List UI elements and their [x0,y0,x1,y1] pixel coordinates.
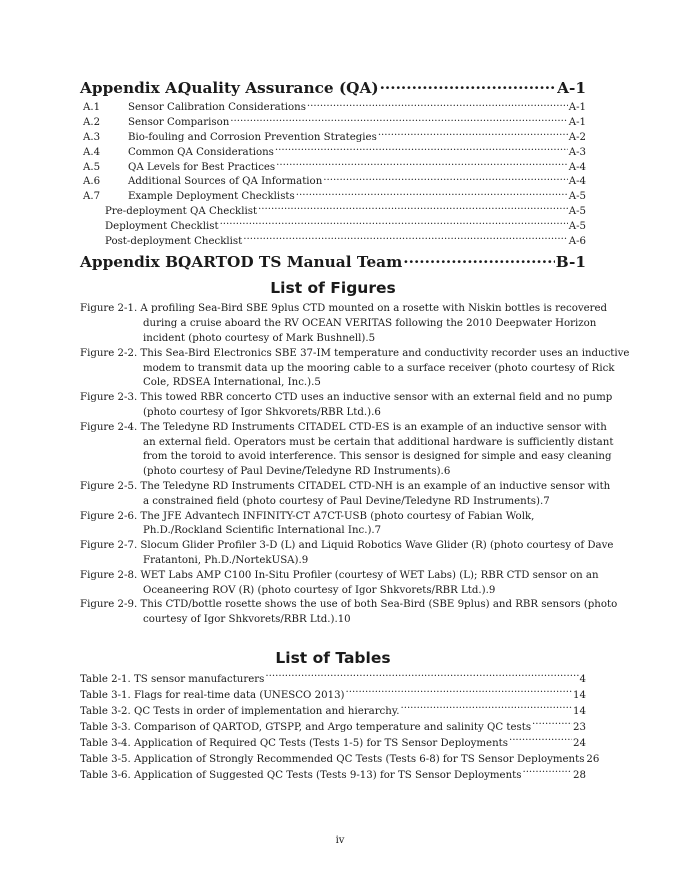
toc-checklist-entry[interactable] [80,219,586,234]
figure-caption-last-line [80,332,586,347]
section-number: A.2 [83,117,101,129]
table-page: 14 [573,706,586,718]
toc-section-entry[interactable] [80,145,586,160]
figure-page: 5 [368,333,376,344]
toc-section-entry[interactable] [80,115,586,130]
figure-caption-last-line [80,376,586,391]
section-number: A.1 [83,102,101,114]
figure-caption-line: Figure 2-4. The Teledyne RD Instruments CITADEL CTD-ES is an example of an inductive sensor with [80,421,607,433]
section-page: A-1 [568,102,586,114]
section-title: Bio-fouling and Corrosion Prevention Strategies [128,132,377,144]
figure-page: 9 [301,554,309,566]
figure-caption-last-line [80,406,586,421]
figure-entry[interactable] [80,347,630,391]
checklist-page: A-5 [568,205,586,217]
section-page: A-2 [568,132,586,144]
figure-page: 7 [543,495,550,507]
figure-caption-last-line [80,495,586,510]
table-entry[interactable] [80,768,586,784]
table-title: Table 2-1. TS sensor manufacturers [80,674,265,686]
figure-page: 9 [488,584,496,596]
section-title: Additional Sources of QA Information [128,176,323,188]
figures-list [80,302,630,628]
figure-entry[interactable] [80,302,608,346]
toc-page [80,78,630,784]
figure-caption-line: Figure 2-1. A profiling Sea-Bird SBE 9plus CTD mounted on a rosette with Niskin bottles is recovered [80,303,608,315]
figure-page: 6 [374,406,381,418]
section-page: A-4 [568,176,586,188]
figure-caption-last-line [80,465,586,480]
list-of-figures-heading: List of Figures [270,279,396,298]
section-number: A.5 [83,161,101,173]
section-title: Common QA Considerations [128,146,274,158]
table-title: Table 3-4. Application of Required QC Tests (Tests 1-5) for TS Sensor Deployments [80,738,508,750]
figure-caption-text: courtesy of Igor Shkvorets/RBR Ltd.). [143,614,338,626]
figure-caption-text: Cole, RDSEA International, Inc.). [143,377,315,389]
appendix-b-title: QARTOD TS Manual Team [178,253,403,272]
figure-caption-line: Figure 2-8. WET Labs AMP C100 In-Situ Profiler (courtesy of WET Labs) (L); RBR CTD sensor on an [80,569,599,581]
appendix-a-entry[interactable] [80,78,586,97]
section-page: A-4 [568,161,586,173]
figure-caption-line: from the toroid to avoid interference. This sensor is designed for simple and easy cleaning [143,451,612,463]
figure-page: 10 [337,614,351,626]
page-number: iv [335,835,345,846]
figure-caption-line: Figure 2-6. The JFE Advantech INFINITY-CT A7CT-USB (photo courtesy of Fabian Wolk, [80,510,535,522]
figure-caption-text: Fratantoni, Ph.D./NortekUSA). [143,554,302,566]
table-page: 24 [573,738,586,750]
toc-section-entry[interactable] [80,189,586,204]
table-title: Table 3-6. Application of Suggested QC Tests (Tests 9-13) for TS Sensor Deployments [80,770,522,782]
table-entry[interactable] [80,672,586,688]
figure-caption-line: modem to transmit data up the mooring cable to a surface receiver (photo courtesy of Rick [143,362,615,374]
appendix-b-label: Appendix B. [80,253,184,272]
section-number: A.6 [83,176,101,188]
appendix-a-sections [80,100,586,203]
toc-section-entry[interactable] [80,159,586,174]
checklist-page: A-5 [568,220,586,232]
figure-caption-last-line [80,524,586,539]
figure-caption-last-line [80,554,586,569]
table-title: Table 3-1. Flags for real-time data (UNESCO 2013) [80,690,345,702]
table-page: 4 [579,674,586,686]
checklist-title: Deployment Checklist [105,220,219,232]
section-title: Sensor Comparison [128,117,230,129]
appendix-a-page: A-1 [557,79,586,98]
figure-page: 7 [374,525,382,537]
figure-page: 5 [314,377,321,389]
section-number: A.4 [83,146,101,158]
toc-section-entry[interactable] [80,174,586,189]
figure-entry[interactable] [80,569,599,599]
appendix-a-label: Appendix A. [80,79,183,98]
table-page: 14 [573,690,586,702]
figure-caption-line: Figure 2-9. This CTD/bottle rosette shows the use of both Sea-Bird (SBE 9plus) and RBR sensors (photo [80,599,618,611]
section-title: Example Deployment Checklists [128,191,295,203]
toc-section-entry[interactable] [80,100,586,115]
section-page: A-5 [568,191,586,203]
checklist-title: Pre-deployment QA Checklist [105,205,258,217]
appendix-a-title: Quality Assurance (QA) [178,79,379,98]
figure-caption-text: (photo courtesy of Paul Devine/Teledyne RD Instruments). [143,466,444,478]
checklist-page: A-6 [568,235,586,247]
appendix-b-entry[interactable] [80,252,586,271]
list-of-tables-heading: List of Tables [275,648,391,667]
section-number: A.3 [83,132,101,144]
figure-page: 6 [443,466,451,478]
figure-entry[interactable] [80,391,613,421]
figure-caption-line: Figure 2-2. This Sea-Bird Electronics SBE 37-IM temperature and conductivity recorder uses an inductive [80,347,630,359]
figure-caption-line: Figure 2-7. Slocum Glider Profiler 3-D (L) and Liquid Robotics Wave Glider (R) (photo courtesy of Dave [80,540,614,552]
checklist-title: Post-deployment Checklist [105,235,243,247]
figure-caption-text: Ph.D./Rockland Scientific International Inc.). [143,525,375,537]
figure-caption-text: (photo courtesy of Igor Shkvorets/RBR Ltd.). [143,406,375,418]
figure-entry[interactable] [80,539,614,569]
toc-checklist-entry[interactable] [80,204,586,219]
appendix-b-page: B-1 [555,253,586,272]
table-entry[interactable] [80,720,586,736]
table-page: 28 [573,770,586,782]
toc-checklist-entry[interactable] [80,233,586,248]
figure-caption-line: during a cruise aboard the RV OCEAN VERITAS following the 2010 Deepwater Horizon [143,318,597,330]
table-title: Table 3-3. Comparison of QARTOD, GTSPP, and Argo temperature and salinity QC tests [80,722,532,734]
table-title: Table 3-2. QC Tests in order of implementation and hierarchy. [80,706,400,718]
figure-caption-line: an external field. Operators must be certain that additional hardware is sufficiently distant [143,436,614,448]
toc-section-entry[interactable] [80,130,586,145]
figure-caption-last-line [80,584,586,599]
section-title: QA Levels for Best Practices [128,161,276,173]
table-entry[interactable] [80,704,586,720]
figure-entry[interactable] [80,510,586,540]
figure-entry[interactable] [80,598,618,628]
checklist-entries [80,204,586,248]
figure-entry[interactable] [80,421,614,480]
table-title: Table 3-5. Application of Strongly Recommended QC Tests (Tests 6-8) for TS Sensor Deployments [80,754,585,766]
table-page: 23 [573,722,586,734]
figure-caption-line: Figure 2-5. The Teledyne RD Instruments CITADEL CTD-NH is an example of an inductive sensor with [80,480,611,492]
figure-caption-last-line [80,613,586,628]
table-entry[interactable] [80,736,586,752]
figure-caption-text: Oceaneering ROV (R) (photo courtesy of Igor Shkvorets/RBR Ltd.). [143,584,489,596]
figure-caption-text: incident (photo courtesy of Mark Bushnell). [143,333,369,344]
table-entry[interactable] [80,752,600,768]
section-page: A-3 [568,146,586,158]
figure-caption-line: Figure 2-3. This towed RBR concerto CTD uses an inductive sensor with an external field and no pump [80,392,613,404]
section-title: Sensor Calibration Considerations [128,102,306,114]
figure-caption-text: a constrained field (photo courtesy of Paul Devine/Teledyne RD Instruments). [143,495,544,507]
table-entry[interactable] [80,688,586,704]
section-number: A.7 [83,191,101,203]
table-page: 26 [586,754,600,766]
figure-entry[interactable] [80,480,611,510]
tables-list [80,672,600,784]
section-page: A-1 [568,117,586,129]
